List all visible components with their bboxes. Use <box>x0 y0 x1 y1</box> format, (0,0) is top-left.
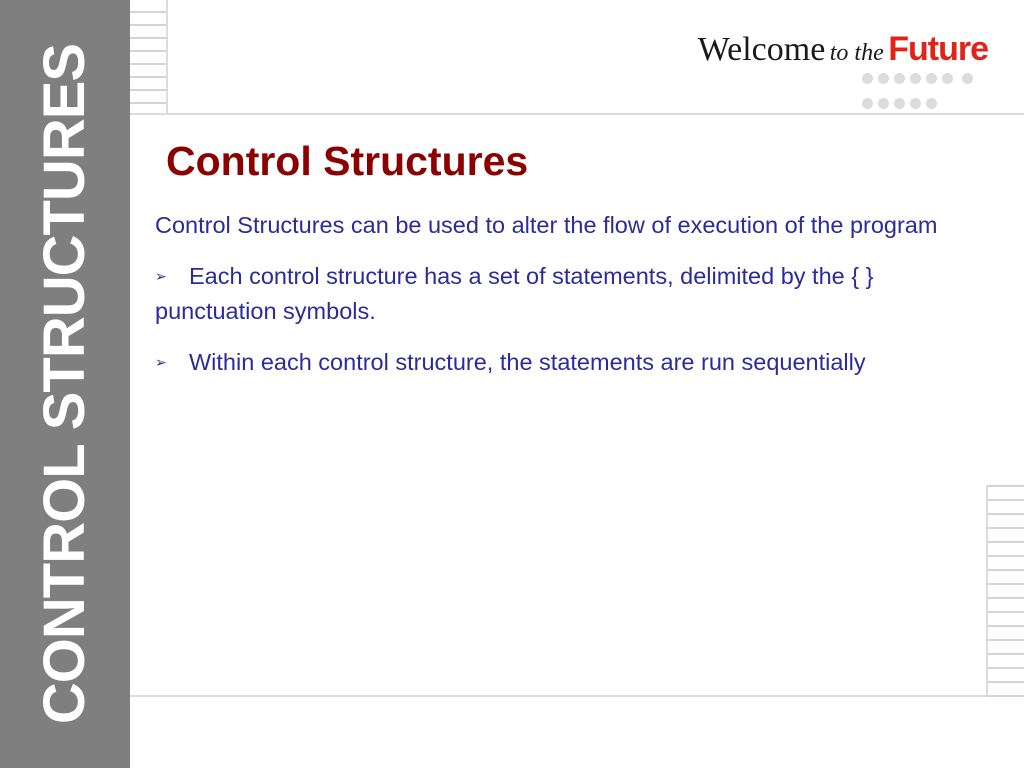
welcome-to-the-future-logo <box>698 30 988 69</box>
sidebar <box>0 0 130 768</box>
footer-divider <box>130 695 1024 697</box>
dot <box>862 98 873 109</box>
dot <box>862 73 873 84</box>
slide-title: Control Structures <box>166 138 529 184</box>
logo-future-text: Future <box>888 30 988 68</box>
decorative-dot-grid <box>862 73 992 123</box>
intro-paragraph: Control Structures can be used to alter the flow of execution of the program <box>155 212 938 238</box>
dot <box>878 98 889 109</box>
dot <box>962 73 973 84</box>
bullet-item <box>155 259 955 329</box>
bullet-text: Within each control structure, the statements are run sequentially <box>189 349 866 375</box>
bullet-text: Each control structure has a set of statements, delimited by the { } punctuation symbols. <box>155 263 874 324</box>
dot <box>878 73 889 84</box>
decorative-grid-top-left <box>130 0 168 113</box>
dot <box>910 98 921 109</box>
bullet-item <box>155 345 955 380</box>
dot <box>926 98 937 109</box>
dot <box>942 73 953 84</box>
arrow-bullet-icon: ➢ <box>155 354 167 370</box>
dot <box>910 73 921 84</box>
dot <box>894 98 905 109</box>
logo-welcome-text: Welcome <box>697 31 826 68</box>
dot <box>926 73 937 84</box>
slide-body <box>155 208 955 396</box>
logo-to-the-text: to the <box>829 40 884 66</box>
decorative-grid-bottom-right <box>986 485 1024 697</box>
sidebar-vertical-title: CONTROL STRUCTURES <box>32 43 97 725</box>
dot <box>894 73 905 84</box>
arrow-bullet-icon: ➢ <box>155 268 167 284</box>
